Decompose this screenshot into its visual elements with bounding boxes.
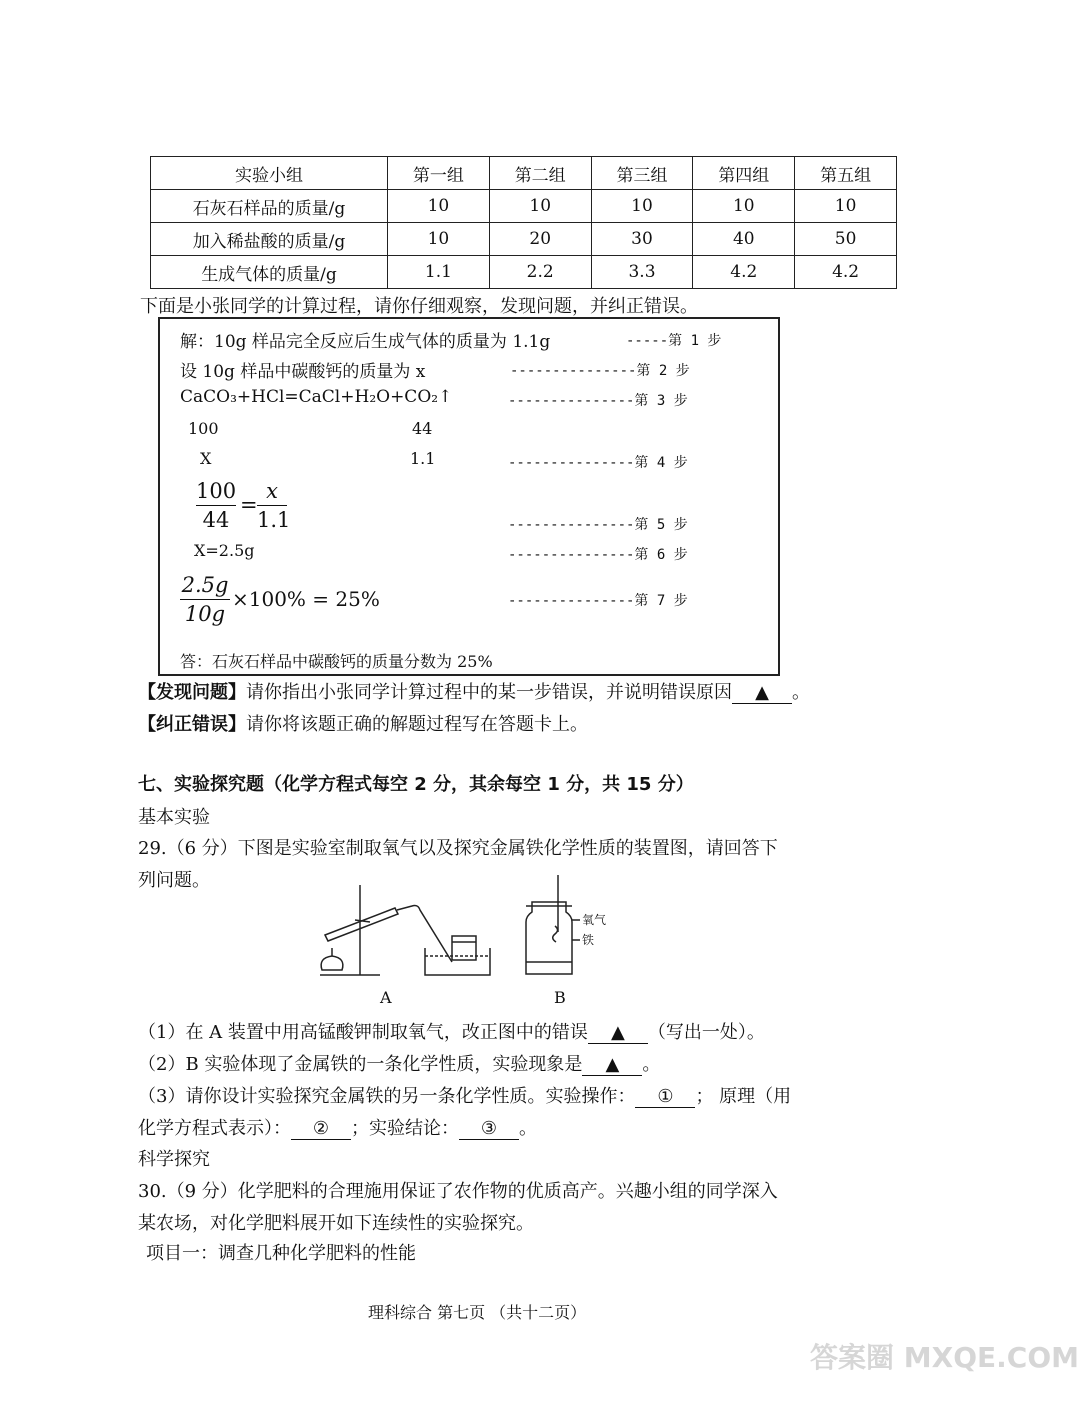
q29-part-3-line-1	[138, 1082, 791, 1108]
unknown-x: X	[200, 449, 212, 468]
q30-text-line-1: 30.（9 分）化学肥料的合理施用保证了农作物的优质高产。兴趣小组的同学深入	[138, 1181, 778, 1202]
step-2-tag: ---------------第 2 步	[510, 363, 690, 379]
q29-part-1	[138, 1018, 765, 1044]
molar-mass-caco3: 100	[188, 419, 219, 438]
table-row	[151, 190, 897, 223]
find-problem-line	[138, 678, 810, 704]
step-7-tag: ---------------第 7 步	[508, 593, 688, 609]
q29-text-line-1: 29.（6 分）下图是实验室制取氧气以及探究金属铁化学性质的装置图，请回答下	[138, 838, 778, 859]
table-cell: 4.2	[795, 256, 897, 289]
fraction-x-1-1	[257, 477, 291, 534]
q29-part-2-end: 。	[642, 1054, 661, 1075]
table-cell: 10	[795, 190, 897, 223]
answer-line: 答：石灰石样品中碳酸钙的质量分数为 25%	[180, 652, 493, 671]
solution-line-1: 解：10g 样品完全反应后生成气体的质量为 1.1g	[180, 332, 551, 352]
table-cell: 10	[591, 190, 693, 223]
q29-text-line-2: 列问题。	[138, 870, 210, 891]
basic-experiment-heading: 基本实验	[138, 807, 210, 828]
table-header-cell: 实验小组	[151, 157, 388, 190]
data-table	[150, 156, 897, 289]
table-cell: 10	[388, 223, 490, 256]
q29-part-2-text: （2）B 实验体现了金属铁的一条化学性质，实验现象是	[138, 1054, 583, 1075]
gas-jar	[526, 902, 572, 974]
iron-wire-coil	[553, 926, 558, 942]
answer-blank: ▲	[582, 1054, 642, 1076]
q29-part-2	[138, 1050, 660, 1076]
water-trough	[425, 948, 490, 975]
fraction-2-5g-10g	[180, 571, 230, 628]
fraction-100-44	[196, 477, 236, 534]
x-result: X=2.5g	[194, 541, 255, 560]
table-header-cell: 第四组	[693, 157, 795, 190]
science-inquiry-heading: 科学探究	[138, 1149, 210, 1170]
fraction-denominator: 44	[202, 508, 230, 532]
fraction-numerator: 100	[196, 477, 236, 506]
clamp	[355, 920, 370, 922]
co2-mass: 1.1	[410, 449, 436, 468]
solution-line-2: 设 10g 样品中碳酸钙的质量为 x	[180, 362, 426, 382]
step-4-tag: ---------------第 4 步	[508, 455, 688, 471]
table-header-cell: 第三组	[591, 157, 693, 190]
answer-blank-2: ②	[291, 1118, 351, 1140]
q30-text-line-2: 某农场，对化学肥料展开如下连续性的实验探究。	[138, 1213, 534, 1234]
step-5-tag: ---------------第 5 步	[508, 517, 688, 533]
find-problem-label: 【发现问题】	[138, 682, 246, 703]
table-cell: 3.3	[591, 256, 693, 289]
molar-mass-co2: 44	[412, 419, 433, 438]
test-tube	[325, 908, 398, 941]
table-cell: 10	[489, 190, 591, 223]
table-cell: 10	[388, 190, 490, 223]
correct-error-text: 请你将该题正确的解题过程写在答题卡上。	[246, 714, 588, 735]
answer-blank: ▲	[588, 1022, 648, 1044]
table-row	[151, 256, 897, 289]
table-cell: 50	[795, 223, 897, 256]
step-1-tag: -----第 1 步	[626, 333, 722, 349]
table-cell: 40	[693, 223, 795, 256]
table-header-cell: 第二组	[489, 157, 591, 190]
intro-text: 下面是小张同学的计算过程，请你仔细观察，发现问题，并纠正错误。	[140, 296, 698, 317]
q29-part-3-line-2	[138, 1114, 537, 1140]
solution-box	[158, 317, 780, 676]
answer-blank-3: ③	[459, 1118, 519, 1140]
table-cell: 加入稀盐酸的质量/g	[151, 223, 388, 256]
percentage-calc: ×100% = 25%	[232, 587, 380, 611]
q29-part-3-end: 。	[519, 1118, 537, 1139]
table-row	[151, 223, 897, 256]
section-7-title: 七、实验探究题（化学方程式每空 2 分，其余每空 1 分，共 15 分）	[138, 774, 694, 795]
table-cell: 2.2	[489, 256, 591, 289]
q29-part-3-text: （3）请你设计实验探究金属铁的另一条化学性质。实验操作：	[138, 1086, 636, 1107]
step-6-tag: ---------------第 6 步	[508, 547, 688, 563]
figure-label-a: A	[380, 988, 392, 1007]
correct-error-label: 【纠正错误】	[138, 714, 246, 735]
apparatus-figure	[300, 870, 630, 1010]
answer-blank-1: ①	[635, 1086, 695, 1108]
find-problem-text: 请你指出小张同学计算过程中的某一步错误，并说明错误原因	[246, 682, 732, 703]
q29-part-1-end: （写出一处）。	[647, 1022, 765, 1043]
table-header-cell: 第五组	[795, 157, 897, 190]
find-problem-end: 。	[792, 682, 810, 703]
table-cell: 1.1	[388, 256, 490, 289]
table-header-row	[151, 157, 897, 190]
table-cell: 石灰石样品的质量/g	[151, 190, 388, 223]
equals-sign: =	[240, 493, 258, 517]
oxygen-label: 氧气	[582, 913, 607, 927]
fraction-denominator: 10g	[184, 602, 226, 626]
correct-error-line	[138, 710, 588, 736]
project-one-heading: 项目一：调查几种化学肥料的性能	[146, 1243, 416, 1264]
q29-part-3-text-2: ； 原理（用	[695, 1086, 792, 1107]
table-cell: 30	[591, 223, 693, 256]
q29-part-3-text-4: ；实验结论：	[351, 1118, 459, 1139]
chemical-equation: CaCO₃+HCl=CaCl+H₂O+CO₂↑	[180, 387, 453, 407]
answer-blank: ▲	[732, 682, 792, 704]
q29-part-3-text-3: 化学方程式表示）：	[138, 1118, 291, 1139]
q29-part-1-text: （1）在 A 装置中用高锰酸钾制取氧气，改正图中的错误	[138, 1022, 588, 1043]
table-cell: 生成气体的质量/g	[151, 256, 388, 289]
page-footer: 理科综合 第七页 （共十二页）	[368, 1303, 587, 1322]
table-header-cell: 第一组	[388, 157, 490, 190]
fraction-numerator: x	[257, 477, 287, 506]
table-cell: 20	[489, 223, 591, 256]
fraction-denominator: 1.1	[257, 508, 291, 532]
table-cell: 4.2	[693, 256, 795, 289]
fraction-numerator: 2.5g	[180, 571, 230, 600]
alcohol-lamp	[321, 956, 343, 970]
step-3-tag: ---------------第 3 步	[508, 393, 688, 409]
figure-label-b: B	[554, 988, 566, 1007]
iron-label: 铁	[582, 933, 595, 947]
watermark-logo: 答案圈 MXQE.COM	[810, 1341, 1079, 1374]
table-cell: 10	[693, 190, 795, 223]
